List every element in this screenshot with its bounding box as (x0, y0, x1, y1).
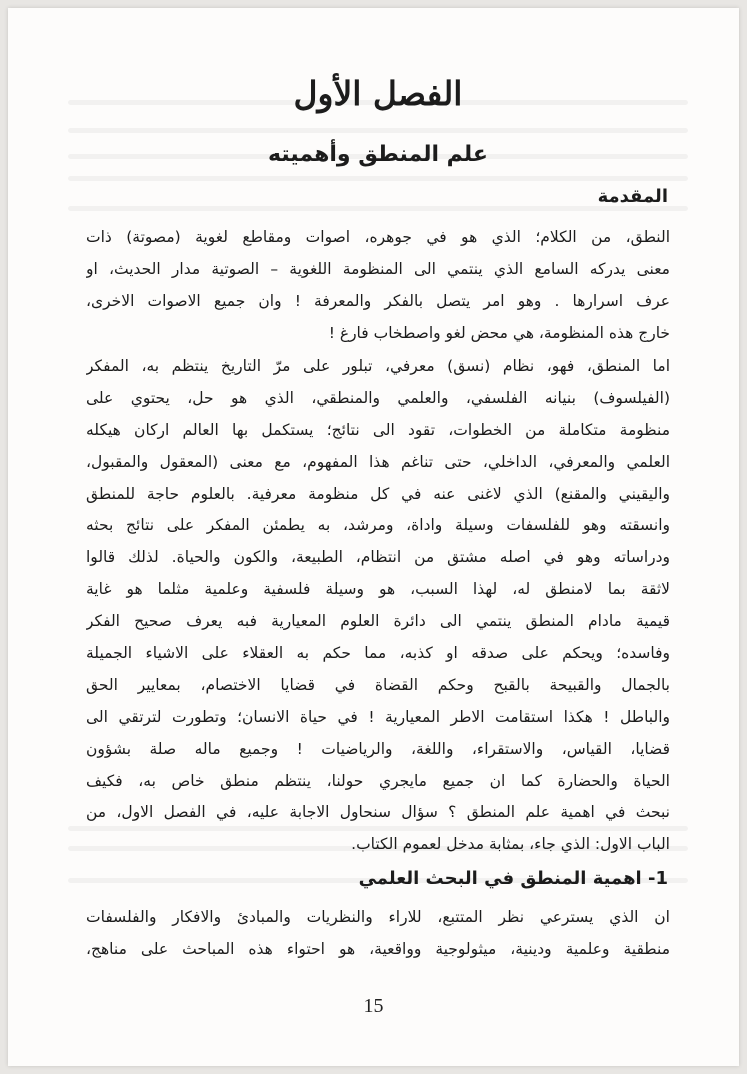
text-line: معنى يدركه السامع الذي ينتمي الى المنظومة اللغوية – الصوتية مدار الحديث، او (86, 259, 670, 278)
page-number: 15 (363, 995, 384, 1017)
paragraph-3 (86, 902, 670, 966)
text-line: العلمي والمعرفي، الداخلي، حتى تناغم هذا المفهوم، مع معنى (المعقول والمقبول، (86, 452, 670, 471)
chapter-label: الفصل الأول (293, 74, 463, 113)
text-line: قيمية مادام المنطق ينتمي الى دائرة العلوم المعيارية فبه يعرف صحيح الفكر (86, 612, 670, 631)
bleed-through-line (68, 128, 688, 133)
text-line: اما المنطق، فهو، نظام (نسق) معرفي، تبلور على مرّ التاريخ ينتظم به، المفكر (86, 357, 670, 375)
text-line: منظومة متكاملة من الخطوات، تقود الى نتائج؛ يستكمل بها العالم اركان هيكله (86, 420, 670, 439)
bleed-through-line (68, 206, 688, 211)
text-line: خارج هذه المنظومة، هي محض لغو واصطخاب فارغ ! (328, 323, 670, 342)
text-line: وانسقته وهو للفلسفات وسيلة واداة، ومرشد، به يطمئن المفكر على نتائج بحثه (86, 516, 670, 535)
text-line: منطقية وعلمية ودينية، ميثولوجية وواقعية، هو احتواء هذه المباحث على مناهج، (86, 939, 670, 958)
text-line: وفاسده؛ ويحكم على صدقه او كذبه، مما حكم به العقلاء على الاشياء الجميلة (86, 644, 670, 663)
paragraph-1 (86, 222, 670, 350)
text-line: لاثقة بما لامنطق له، لهذا السبب، هو وسيلة فلسفية وعلمية مثلما هو غاية (86, 580, 670, 599)
text-line: قضايا، القياس، والاستقراء، واللغة، والرياضيات ! وجميع ماله صلة بشؤون (86, 739, 670, 758)
text-line: عرف اسرارها . وهو امر يتصل بالفكر والمعرفة ! وان جميع الاصوات الاخرى، (86, 291, 670, 310)
book-page (8, 8, 739, 1066)
text-line: ودراساته وهو في اصله مشتق من انتظام، الطبيعة، والكون والحياة. لذلك قالوا (86, 548, 670, 567)
section-heading-introduction: المقدمة (597, 186, 668, 207)
paragraph-2 (86, 351, 670, 861)
text-line: نبحث في اهمية علم المنطق ؟ سؤال سنحاول الاجابة عليه، في الفصل الاول، من (86, 803, 670, 822)
text-line: النطق، من الكلام؛ الذي هو في جوهره، اصوات ومقاطع لغوية (مصوتة) ذات (86, 228, 670, 246)
text-line: الحياة والحضارة كما ان جميع مايجري حولنا، ينتظم منطق خاص به، فكيف (86, 771, 670, 790)
text-line: ان الذي يسترعي نظر المتتبع، للاراء والنظريات والمبادئ والافكار والفلسفات (86, 908, 670, 926)
bleed-through-line (68, 176, 688, 181)
text-line: (الفيلسوف) بنيانه الفلسفي، والعلمي والمنطقي، الذي هو حل، يحتوي على (86, 388, 670, 407)
text-line: واليقيني والمقنع) الذي لاغنى عنه في كل منظومة معرفية. بالعلوم حاجة للمنطق (86, 484, 670, 503)
text-line: والباطل ! هكذا استقامت الاطر المعيارية ! في حياة الانسان؛ وتطورت لترتقي الى (86, 707, 670, 726)
text-line: بالجمال والقبيحة بالقبح وحكم القضاة في قضايا الاختصام، بمعايير الحق (86, 675, 670, 694)
chapter-title: علم المنطق وأهميته (268, 142, 488, 167)
section-heading-importance: 1- اهمية المنطق في البحث العلمي (358, 868, 668, 889)
text-line: الباب الاول: الذي جاء، بمثابة مدخل لعموم الكتاب. (351, 835, 670, 854)
